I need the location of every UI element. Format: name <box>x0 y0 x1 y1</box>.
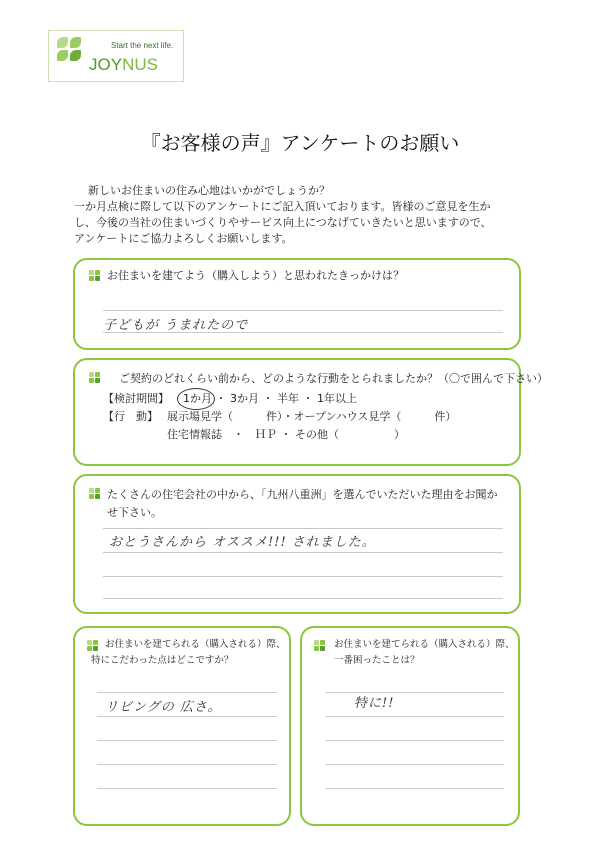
question-card-4 <box>73 626 291 826</box>
action-options-2: 住宅情報誌 ・ ＨＰ ・ その他（ ） <box>167 428 405 441</box>
answer-line <box>97 764 277 765</box>
answer-line <box>103 552 503 553</box>
answer-line <box>326 716 504 717</box>
intro-line: 新しいお住まいの住み心地はいかがでしょうか？ <box>88 184 330 197</box>
period-options: 1か月 ・ 3か月 ・ 半年 ・ 1年以上 <box>183 392 357 405</box>
question-text-line2: 特にこだわった点はどこですか？ <box>91 655 234 666</box>
question-text: たくさんの住宅会社の中から、「九州八重洲」を選んでいただいた理由をお聞か <box>107 488 498 501</box>
answer-line <box>326 764 504 765</box>
question-card-3 <box>73 474 521 614</box>
handwritten-answer: リビングの 広さ。 <box>105 700 222 715</box>
question-text: お住まいを建てよう（購入しよう）と思われたきっかけは？ <box>107 269 404 282</box>
action-options-1: 展示場見学（ 件）・オープンハウス見学（ 件） <box>167 410 457 423</box>
answer-line <box>326 740 504 741</box>
selected-option-circle <box>177 388 215 410</box>
intro-line: アンケートにご協力よろしくお願いします。 <box>74 232 293 245</box>
answer-line <box>103 310 503 311</box>
logo-wordmark: JOYNUS <box>89 55 158 74</box>
logo-tagline: Start the next life. <box>111 41 174 50</box>
answer-line <box>97 740 277 741</box>
answer-line <box>326 692 504 693</box>
page-title: 『お客様の声』アンケートのお願い <box>140 131 460 155</box>
answer-line <box>103 576 503 577</box>
handwritten-answer: 子どもが うまれたので <box>103 318 249 333</box>
question-text-line2: せ下さい。 <box>107 506 162 519</box>
question-card-1 <box>73 258 521 350</box>
logo-leaf-icon <box>57 37 68 48</box>
question-card-2 <box>73 358 548 466</box>
period-label: 【検討期間】 <box>103 392 169 405</box>
question-card-5 <box>300 626 520 826</box>
intro-line: し、今後の当社の住まいづくりやサービス向上につなげていきたいと思いますので、 <box>74 216 492 229</box>
handwritten-answer: おとうさんから オススメ!!! されました。 <box>109 535 376 550</box>
logo-leaf-icon <box>57 50 68 61</box>
question-text: お住まいを建てられる（購入される）際、 <box>105 639 286 650</box>
bullet-icon <box>89 488 102 501</box>
logo-leaf-icon <box>70 37 81 48</box>
intro-text <box>74 183 554 247</box>
question-text: お住まいを建てられる（購入される）際、 <box>334 639 515 650</box>
answer-line <box>97 692 277 693</box>
action-label: 【行 動】 <box>103 410 158 423</box>
bullet-icon <box>89 372 102 385</box>
answer-line <box>103 528 503 529</box>
bullet-icon <box>89 270 102 283</box>
answer-line <box>103 598 503 599</box>
answer-line <box>97 716 277 717</box>
question-text-line2: 一番困ったことは？ <box>334 655 420 666</box>
bullet-icon <box>314 640 327 653</box>
answer-line <box>97 788 277 789</box>
answer-line <box>326 788 504 789</box>
company-logo <box>48 30 184 82</box>
handwritten-answer: 特に!! <box>354 696 395 711</box>
logo-leaf-icon <box>70 50 81 61</box>
intro-line: 一か月点検に際して以下のアンケートにご記入頂いております。皆様のご意見を生か <box>74 200 491 213</box>
question-text: ご契約のどれくらい前から、どのような行動をとられましたか？（〇で囲んで下さい） <box>119 372 548 385</box>
